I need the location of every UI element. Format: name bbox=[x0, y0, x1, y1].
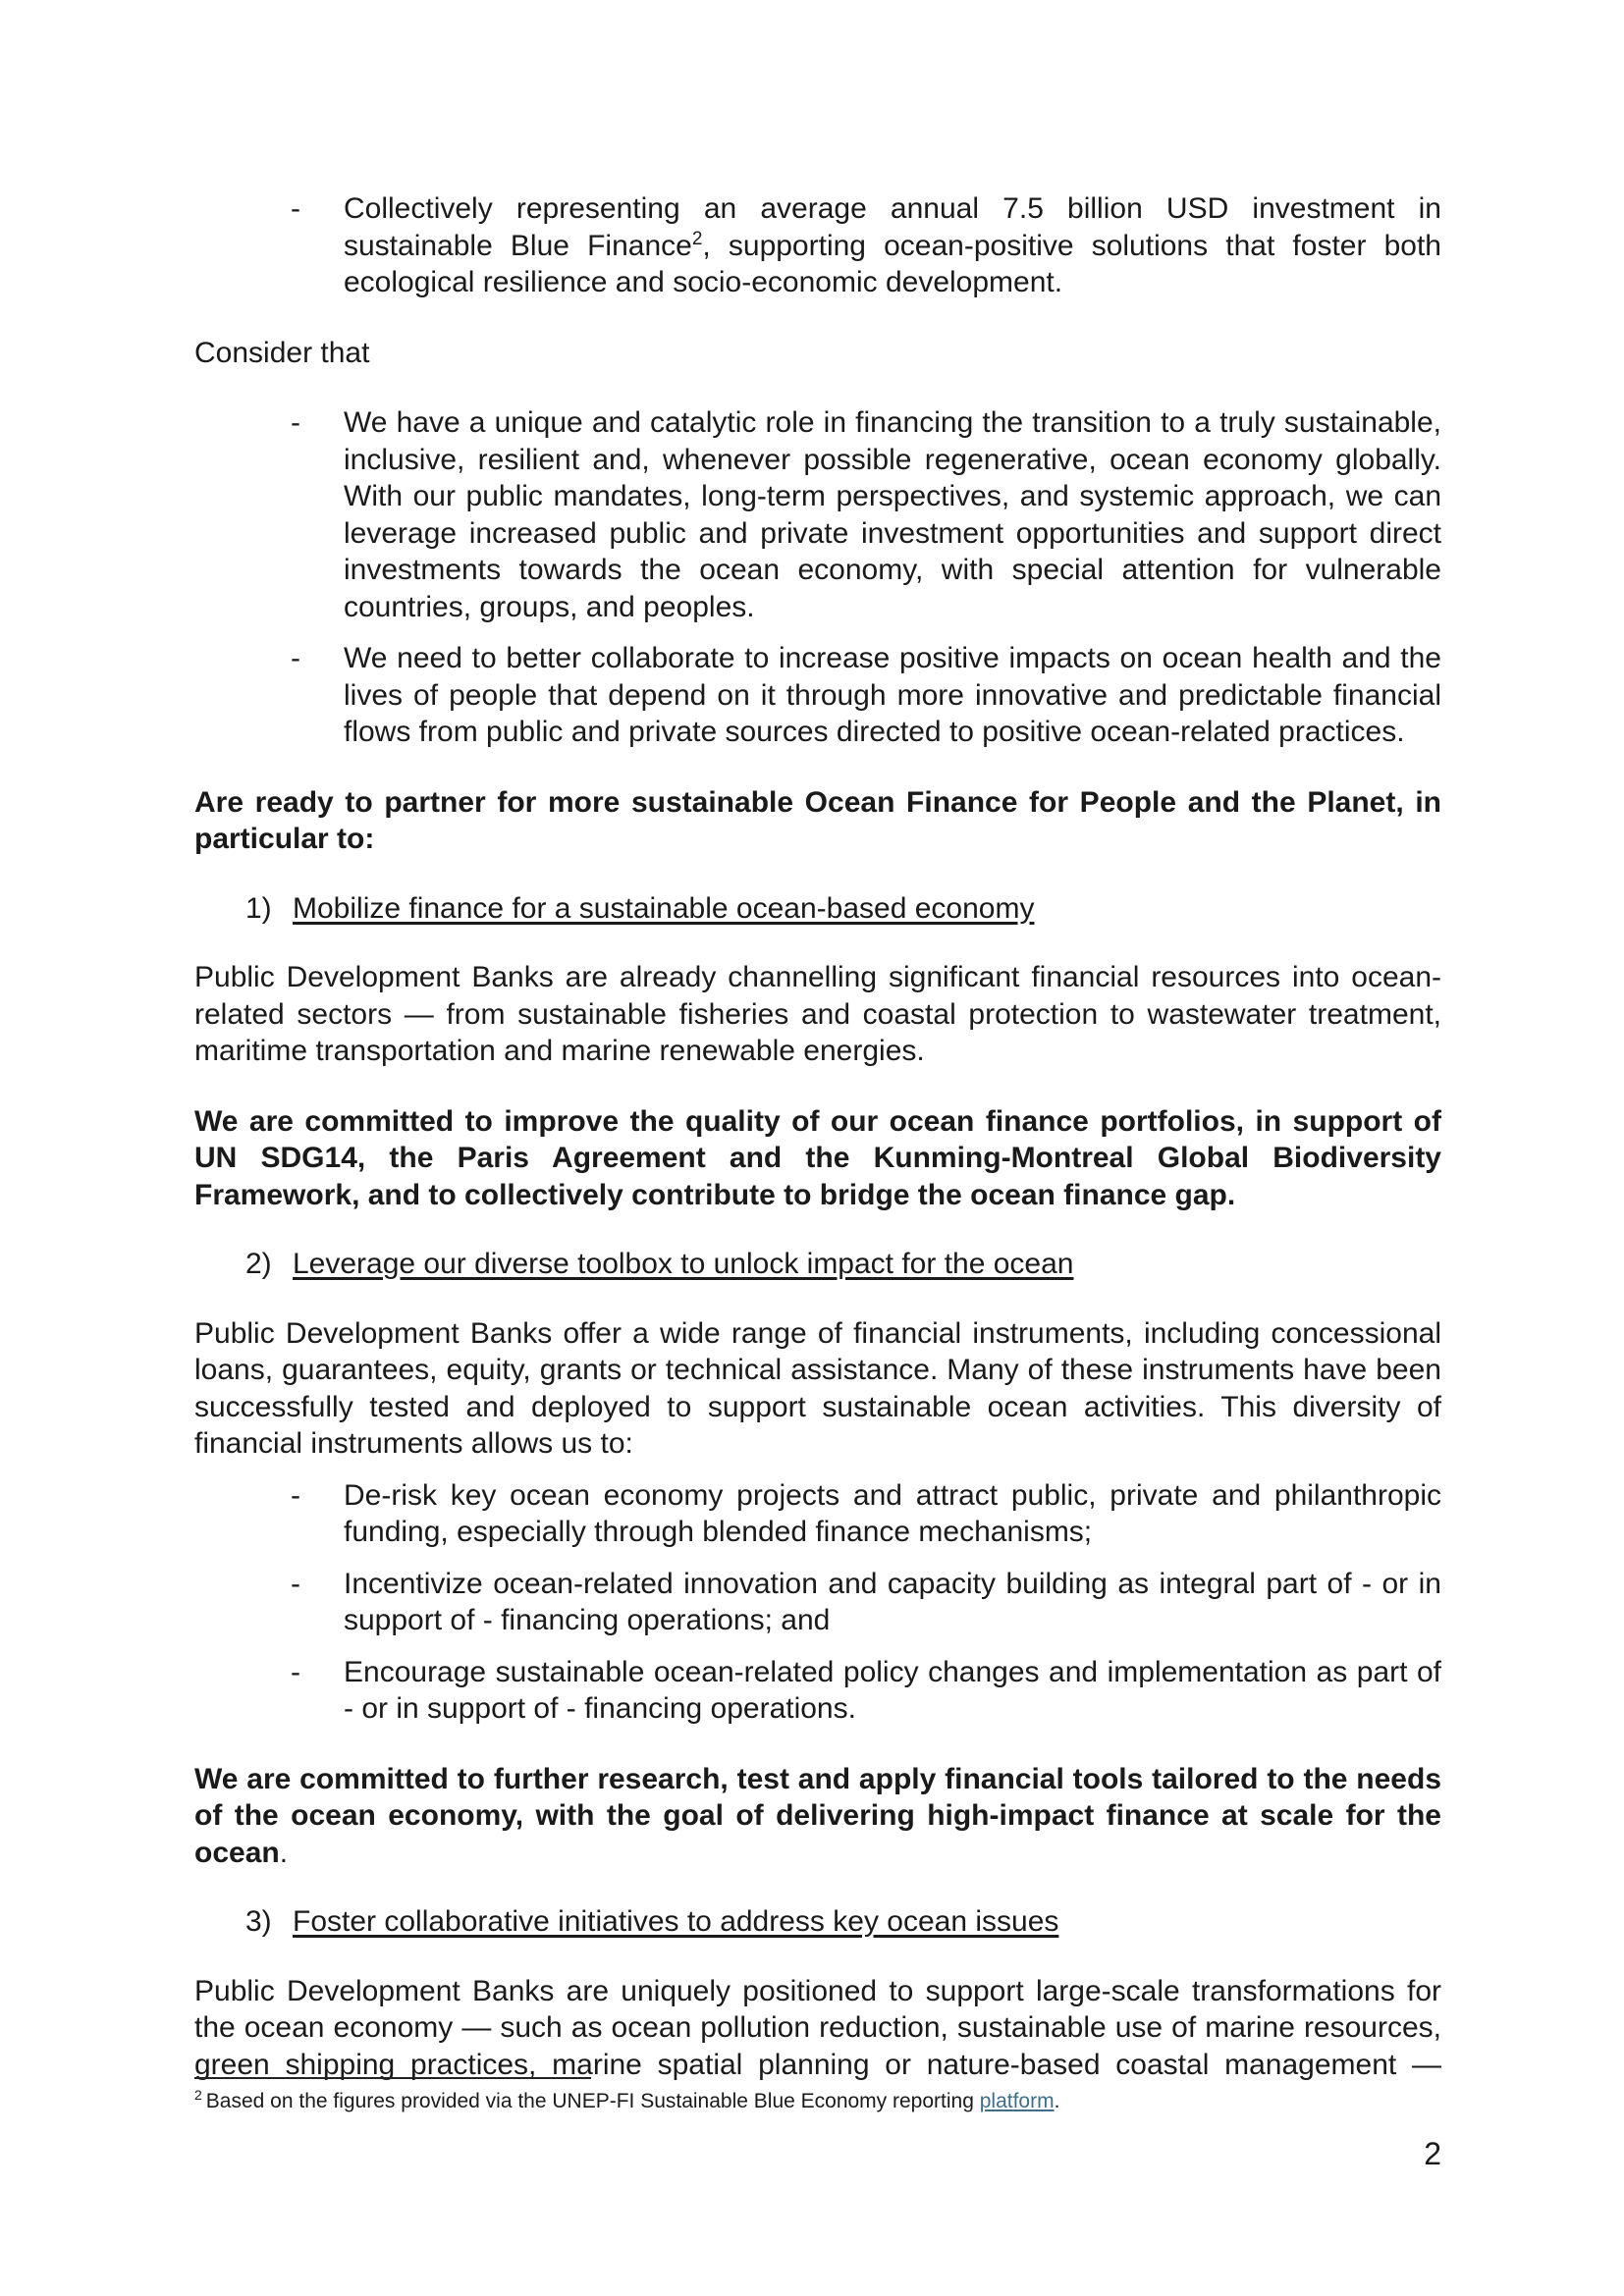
bullet-dash: - bbox=[291, 1478, 300, 1512]
section-body-2: Public Development Banks offer a wide range of financial instruments, including concessional loans, guarantees, equity, grants or technical assistance. Many of these instruments have been successfully tested and deployed to support sustainable ocean activities. This diversity of financial instruments allows us to: bbox=[194, 1316, 1441, 1460]
section-heading-3 bbox=[194, 1903, 1441, 1941]
footnote-divider bbox=[194, 2077, 591, 2079]
commitment-text: We are committed to further research, test and apply financial tools tailored to the needs of the ocean economy, with the goal of delivering high-impact finance at scale for the ocean bbox=[194, 1762, 1441, 1869]
footnote-marker: 2 bbox=[194, 2087, 202, 2103]
list-item bbox=[194, 1477, 1441, 1551]
footnote-text: Based on the figures provided via the UNEP-FI Sustainable Blue Economy reporting bbox=[205, 2090, 980, 2112]
list-item bbox=[194, 1654, 1441, 1728]
footnote-ref[interactable]: 2 bbox=[691, 228, 703, 249]
bullet-dash: - bbox=[291, 1567, 300, 1600]
section-number: 2) bbox=[245, 1248, 272, 1280]
section-body-1: Public Development Banks are already channelling significant financial resources into ocean-related sectors — from sustainable fisheries and coastal protection to wastewater treatment, maritime transportation and marine renewable energies. bbox=[194, 961, 1441, 1067]
commitment-tail: . bbox=[279, 1836, 289, 1869]
section-number: 1) bbox=[245, 891, 272, 925]
bullet-text: We need to better collaborate to increase positive impacts on ocean health and the lives of people that depend on it through more innovative and predictable financial flows from public and private sources directed to positive ocean-related practices. bbox=[344, 642, 1441, 748]
bullet-text: Incentivize ocean-related innovation and capacity building as integral part of - or in support of - financing operations; and bbox=[344, 1567, 1441, 1636]
commitment-2 bbox=[194, 1761, 1441, 1872]
bullet-dash: - bbox=[291, 1655, 300, 1688]
footnote-tail: . bbox=[1054, 2090, 1060, 2112]
bullet-dash: - bbox=[291, 192, 300, 225]
page-number: 2 bbox=[1424, 2136, 1441, 2171]
platform-link[interactable]: platform bbox=[979, 2090, 1055, 2112]
bullet-dash: - bbox=[291, 642, 300, 674]
section-title: Leverage our diverse toolbox to unlock impact for the ocean bbox=[293, 1248, 1074, 1280]
toolbox-list bbox=[194, 1477, 1441, 1728]
section-body-3: Public Development Banks are uniquely positioned to support large-scale transformations for the ocean economy — such as ocean pollution reduction, sustainable use of marine resources, green shipping practices, marine spatial planning or nature-based coastal management — bbox=[194, 1974, 1441, 2081]
list-item bbox=[194, 404, 1441, 625]
list-item bbox=[194, 190, 1441, 301]
section-title: Foster collaborative initiatives to address key ocean issues bbox=[293, 1905, 1059, 1938]
bullet-text: Collectively representing an average annual 7.5 billion USD investment in sustainable Blue Finance bbox=[344, 192, 1441, 262]
list-item bbox=[194, 640, 1441, 751]
consider-list bbox=[194, 404, 1441, 751]
bullet-text: Encourage sustainable ocean-related policy changes and implementation as part of - or in support of - financing operations. bbox=[344, 1655, 1441, 1725]
page-body bbox=[194, 190, 1441, 2083]
section-number: 3) bbox=[245, 1905, 272, 1938]
bullet-text: We have a unique and catalytic role in financing the transition to a truly sustainable, inclusive, resilient and, whenever possible regenerative, ocean economy globally. With our public mandates, long-term perspectives, and systemic approach, we can leverage increased public and private investment opportunities and support direct investments towards the ocean economy, with special attention for vulnerable countries, groups, and peoples. bbox=[344, 406, 1441, 623]
bullet-text-cont: , supporting ocean-positive solutions that foster both ecological resilience and socio-economic development. bbox=[344, 229, 1441, 298]
ready-heading: Are ready to partner for more sustainable Ocean Finance for People and the Planet, in particular to: bbox=[194, 785, 1441, 855]
list-item bbox=[194, 1566, 1441, 1639]
section-heading-2 bbox=[194, 1246, 1441, 1283]
bullet-text: De-risk key ocean economy projects and attract public, private and philanthropic funding, especially through blended finance mechanisms; bbox=[344, 1478, 1441, 1548]
bullet-dash: - bbox=[291, 406, 300, 439]
consider-label: Consider that bbox=[194, 336, 370, 369]
footnote bbox=[194, 2088, 1441, 2115]
section-title: Mobilize finance for a sustainable ocean-based economy bbox=[293, 891, 1035, 925]
section-heading-1 bbox=[194, 890, 1441, 928]
commitment-1: We are committed to improve the quality of our ocean finance portfolios, in support of UN SDG14, the Paris Agreement and the Kunming-Montreal Global Biodiversity Framework, and to collectively contribute to bridge the ocean finance gap. bbox=[194, 1104, 1441, 1211]
